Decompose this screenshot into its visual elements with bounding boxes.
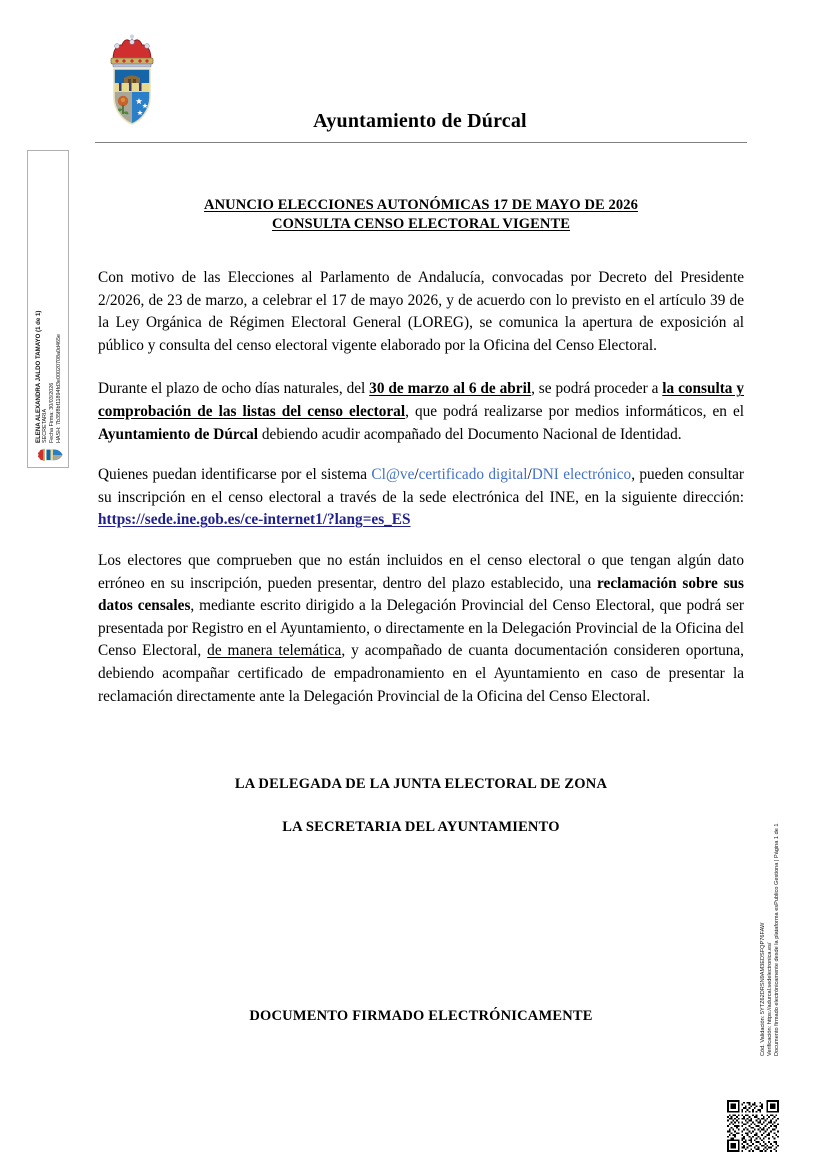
qr-code-icon xyxy=(727,1100,779,1152)
document-title-line-2: CONSULTA CENSO ELECTORAL VIGENTE xyxy=(272,216,570,232)
p2-consulta-emphasis: la consulta y comprobación de las listas del censo electoral xyxy=(98,380,745,420)
p2-text-a: Durante el plazo de ocho días naturales, del xyxy=(98,380,370,398)
document-title xyxy=(98,196,744,234)
p3-sep-2: / xyxy=(527,466,532,484)
dni-electronico-link[interactable]: DNI electrónico xyxy=(531,466,632,484)
paragraph-4 xyxy=(98,550,744,708)
signature-role-secretaria: LA SECRETARIA DEL AYUNTAMIENTO xyxy=(282,819,560,835)
document-header xyxy=(95,24,745,144)
organization-title: Ayuntamiento de Dúrcal xyxy=(313,110,527,132)
signature-hash: HASH: 7b35f8bf11894fd3e00020708a0d465e xyxy=(55,333,62,443)
header-divider xyxy=(95,142,747,143)
paragraph-2 xyxy=(98,378,744,446)
p2-ayuntamiento: Ayuntamiento de Dúrcal xyxy=(98,425,259,443)
p4-telematica-emphasis: de manera telemática xyxy=(207,642,342,660)
p2-text-c: , que podrá realizarse por medios informáticos, en el xyxy=(405,402,744,420)
spacer xyxy=(98,532,744,550)
signature-date: Fecha Firma: 30/03/2026 xyxy=(49,382,55,443)
verification-url: Verificación: https://adurcal.sedelectronica.es/ xyxy=(767,942,774,1056)
p3-text-a: Quienes puedan identificarse por el sistema xyxy=(98,466,372,484)
platform-note: Documento firmado electrónicamente desde la plataforma esPublico Gestiona | Página 1 de 1 xyxy=(774,823,781,1056)
document-body xyxy=(98,196,744,708)
p3-sep-1: / xyxy=(414,466,419,484)
certificado-digital-link[interactable]: certificado digital xyxy=(418,466,528,484)
spacer xyxy=(98,446,744,464)
signature-sidebar-text xyxy=(28,151,70,469)
document-title-line-1: ANUNCIO ELECCIONES AUTONÓMICAS 17 DE MAYO DE 2026 xyxy=(204,197,638,213)
paragraph-1-text: Con motivo de las Elecciones al Parlamento de Andalucía, convocadas por Decreto del Presidente 2/2026, de 23 de marzo, a celebrar el 17 de mayo 2026, y de acuerdo con lo previsto en el artículo 39 de la Ley Orgánica de Régimen Electoral General (LOREG), se comunica la apertura de exposición al público y consulta del censo electoral vigente elaborado por la Oficina del Censo Electoral. xyxy=(98,269,744,354)
paragraph-1 xyxy=(98,267,744,357)
clave-link[interactable]: Cl@ve xyxy=(371,466,415,484)
p2-text-b: , se podrá proceder a xyxy=(531,380,663,398)
p4-text-c: , y acompañado de cuanta documentación consideren oportuna, debiendo acompañar certificado de empadronamiento en el Ayuntamiento en caso de presentar la reclamación directamente ante la Delegación Provincial de la Oficina del Censo Electoral. xyxy=(98,642,744,705)
ine-census-url-link[interactable]: https://sede.ine.gob.es/ce-internet1/?lang=es_ES xyxy=(98,511,411,529)
signature-sidebar xyxy=(27,150,69,468)
electronic-signature-stamp: DOCUMENTO FIRMADO ELECTRÓNICAMENTE xyxy=(249,1008,593,1024)
p2-date-range: 30 de marzo al 6 de abril xyxy=(369,380,532,398)
validation-code: Cód. Validación: 5YTZ62DRSN9AM3EDSFQP76FAW xyxy=(760,922,766,1056)
p4-text-b: , mediante escrito dirigido a la Delegación Provincial del Censo Electoral, que podrá ser presentada por Registro en el Ayuntamiento, o directamente en la Delegación Provincial de la Oficina del Censo Electoral, xyxy=(98,597,744,660)
p4-reclamacion-emphasis: reclamación sobre sus datos censales xyxy=(98,574,744,615)
spacer xyxy=(98,234,744,267)
signature-block xyxy=(98,776,744,836)
p4-text-a: Los electores que comprueben que no están incluidos en el censo electoral o que tengan algún dato erróneo en su inscripción, pueden presentar, dentro del plazo establecido, una xyxy=(98,551,744,592)
signature-role-delegada: LA DELEGADA DE LA JUNTA ELECTORAL DE ZONA xyxy=(234,776,608,792)
p2-text-d: debiendo acudir acompañado del Documento Nacional de Identidad. xyxy=(258,425,682,443)
paragraph-3 xyxy=(98,464,744,532)
signer-name: ELENA ALEXANDRA JALDO TAMAYO (1 de 1) xyxy=(34,310,42,443)
spacer xyxy=(98,357,744,378)
signer-role: SECRETARIA xyxy=(42,408,49,443)
durcal-coat-of-arms-small-icon xyxy=(32,435,66,463)
verification-sidebar xyxy=(760,726,794,1056)
p3-text-b: , pueden consultar su inscripción en el censo electoral a través de la sede electrónica del INE, en la siguiente dirección: xyxy=(98,466,744,506)
